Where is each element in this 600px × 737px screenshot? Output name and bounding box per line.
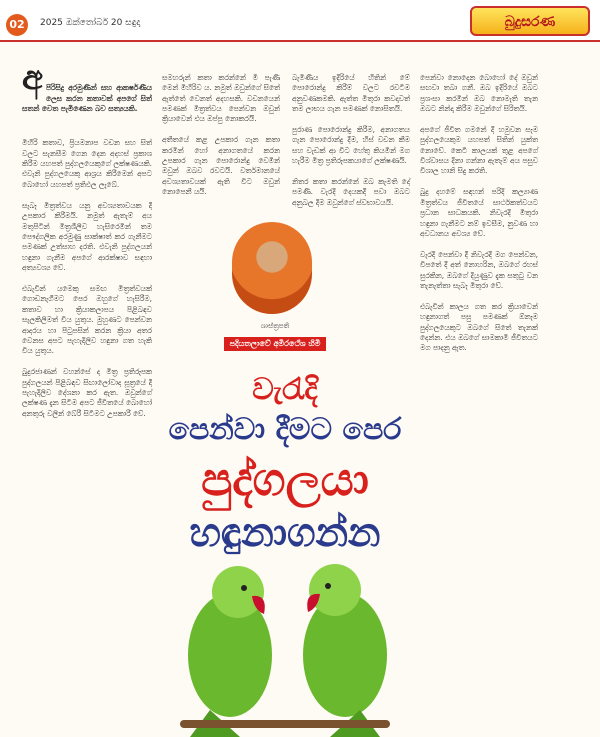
article-body-3: බැමිණිය ඉදිරියේ හිතින් මේ පොරොන්දු කිරීම් වලට රවටීම අනුවණකමකි. ඇත්ත මිතුරා කවදාවත් තම ලාභය ගැන පමණක් නොසිතයි. පුරාණ පොරොන්දු කිරීම, අනාගතය ගැන පොරොන්දු දීම, හිස් වචන කීම සහ වැඩක් ආ විට හේතු කියමින් මග හැරීම මිත්‍ර ප්‍රතිරූපකයාගේ ලක්ෂණයි. නිතර කතා කරන්නේ ඔබ කැමති දේ පමණි. වැරදි දෙයකදී පවා ඔබට අනුබල දීම ඔවුන්ගේ ස්වභාවයයි. — [292, 72, 410, 207]
left-parrot-head — [212, 566, 264, 618]
article-column-1 — [22, 52, 155, 732]
newspaper-logo: බුදුසරණ — [470, 6, 590, 36]
page-header — [0, 0, 600, 42]
right-parrot-head — [309, 564, 361, 616]
left-parrot-eye — [241, 585, 247, 591]
article-body-2: සමහරුන් කතා කරන්නේ මී පැණි මෙන් මිහිරිව ය. නමුත් ඔවුන්ගේ සිතේ ඇත්තේ වෙනත් අදහසකි. වචනයෙන් පමණක් මිත්‍රත්වය පෙන්වන ඔවුන් ක්‍රියාවෙන් එය ඔප්පු නොකරයි. අතීතයේ කළ උපකාර ගැන කතා කරමින් හෝ අනාගතයේ කරන උපකාර ගැන පොරොන්දු වෙමින් ඔවුන් ඔබව රවටයි. වර්තමානයේ අවශ්‍යතාවයක් ඇති විට ඔවුන් නොපෙනී යයි. — [162, 72, 280, 197]
drop-cap: අ — [22, 58, 43, 99]
article-body-4: පෙන්වා නොදෙන බොහෝ දේ ඔවුන් සඟවා තබා ගනී. ඔබ ඉදිරියේ ඔබට ප්‍රශංසා කරමින් ඔබ නොමැති තැන ඔබට නින්දා කිරීම ඔවුන්ගේ සිරිතයි. අපගේ ජීවිත ගමනේ දී හමුවන සෑම පුද්ගලයෙකුම යහපත් සිතින් යුක්ත නොවේ. කෙටි කාලයක් තුළ අපගේ විශ්වාසය දිනා ගන්නා ඇතැම් අය පසුව විශාල හානි සිදු කරති. බුදු දහමේ සඳහන් පරිදි කල්‍යාණ මිත්‍රත්වය ජීවිතයේ සාර්ථකත්වයට ප්‍රධාන සාධකයකි. නිවැරදි මිතුරා හඳුනා ගැනීමට නම් ඉවසීම, නුවණ හා අවධානය අවශ්‍ය වේ. වැරදි පෙන්වා දී නිවැරදි මග පෙන්වන, විපතේ දී අත් නොහරින, ඔබගේ රහස් සුරකින, ඔබගේ දියුණුව දැක සතුටු වන තැනැත්තා සැබෑ මිතුරා වේ. එබැවින් කාලය ගත කර ක්‍රියාවෙන් හඳුනාගත් පසු පමණක් ඕනෑම පුද්ගලයෙකුට ඔබගේ සිතේ තැනක් දෙන්න. එය ඔබගේ සාමකාමී ජීවිතයට මග පාදනු ඇත. — [420, 72, 538, 353]
article-column-2 — [162, 52, 280, 240]
headline-line-4: හඳුනාගන්න — [189, 510, 381, 556]
author-photo — [232, 222, 312, 314]
author-name: පදියතලාවේ අමිරථේශ හිමි — [224, 337, 327, 351]
article-column-4 — [420, 52, 538, 732]
article-lead: පිරිසිදු අරමුණින් සහ ආකර්ෂණීය ලෙස කරන කතාවක් අපගේ සිත් සතන් වෙත පැමිණෙන බව සත්‍යයකි. — [22, 83, 155, 114]
article-column-3 — [292, 52, 410, 240]
issue-date: 2025 ඔක්තෝබර් 20 සඳුදා — [40, 18, 141, 28]
byline — [200, 322, 350, 351]
headline-line-3: පුද්ගලයා — [201, 452, 369, 506]
branch — [180, 720, 390, 728]
author-role: ශාස්ත්‍රපති — [260, 322, 290, 330]
article-body-1: මිහිරි කතාව, ප්‍රියමනාප වචන සහ සිත් වලට සැනසීම ගෙන දෙන අදහස් ප්‍රකාශ කිරීම යහපත් පුද්ගලයෙකුගේ ලක්ෂණයකි. එවැනි පුද්ගලයෙකු ආශ්‍රය කිරීමෙන් අපට බොහෝ යහපත් ප්‍රතිඵල ලැබේ. සැබෑ මිත්‍රත්වය යනු අවශ්‍යතාවයක දී උපකාර කිරීමයි. නමුත් ඇතැම් අය මතුපිටින් මිත්‍රශීලීව හැසිරෙමින් තම පෞද්ගලික අරමුණු සාක්ෂාත් කර ගැනීමට පමණක් උත්සාහ දරති. එවැනි පුද්ගලයන් හඳුනා ගැනීම අපගේ ආරක්ෂාව සඳහා අත්‍යවශ්‍ය වේ. එබැවින් යමෙකු සමඟ මිත්‍රත්වයක් ගොඩනැගීමට පෙර ඔහුගේ හැසිරීම, කතාව හා ක්‍රියාකලාපය පිළිබඳව සැලකිලිමත් විය යුතුය. මුහුණට පෙන්වන ආදරය හා පිටුපසින් කරන ක්‍රියා අතර වෙනස අපට පැහැදිලිව හඳුනා ගත හැකි විය යුතුය. බුදුරජාණන් වහන්සේ ද මිත්‍ර ප්‍රතිරූපක පුද්ගලයන් පිළිබඳව සිඟාලෝවාද සූත්‍රයේ දී පැහැදිලිව දේශනා කර ඇත. ඔවුන්ගේ ලක්ෂණ දැන සිටීම අපට ජීවිතයේ බොහෝ අනතුරු වලින් බේරී සිටීමට උපකාරී වේ. — [22, 138, 152, 418]
headline-line-2: පෙන්වා දීමට පෙර — [168, 412, 402, 447]
parrots-illustration — [160, 560, 410, 737]
right-parrot-eye — [325, 583, 331, 589]
page-number: 02 — [6, 14, 28, 36]
headline-line-1: වැරැදි — [252, 372, 318, 407]
